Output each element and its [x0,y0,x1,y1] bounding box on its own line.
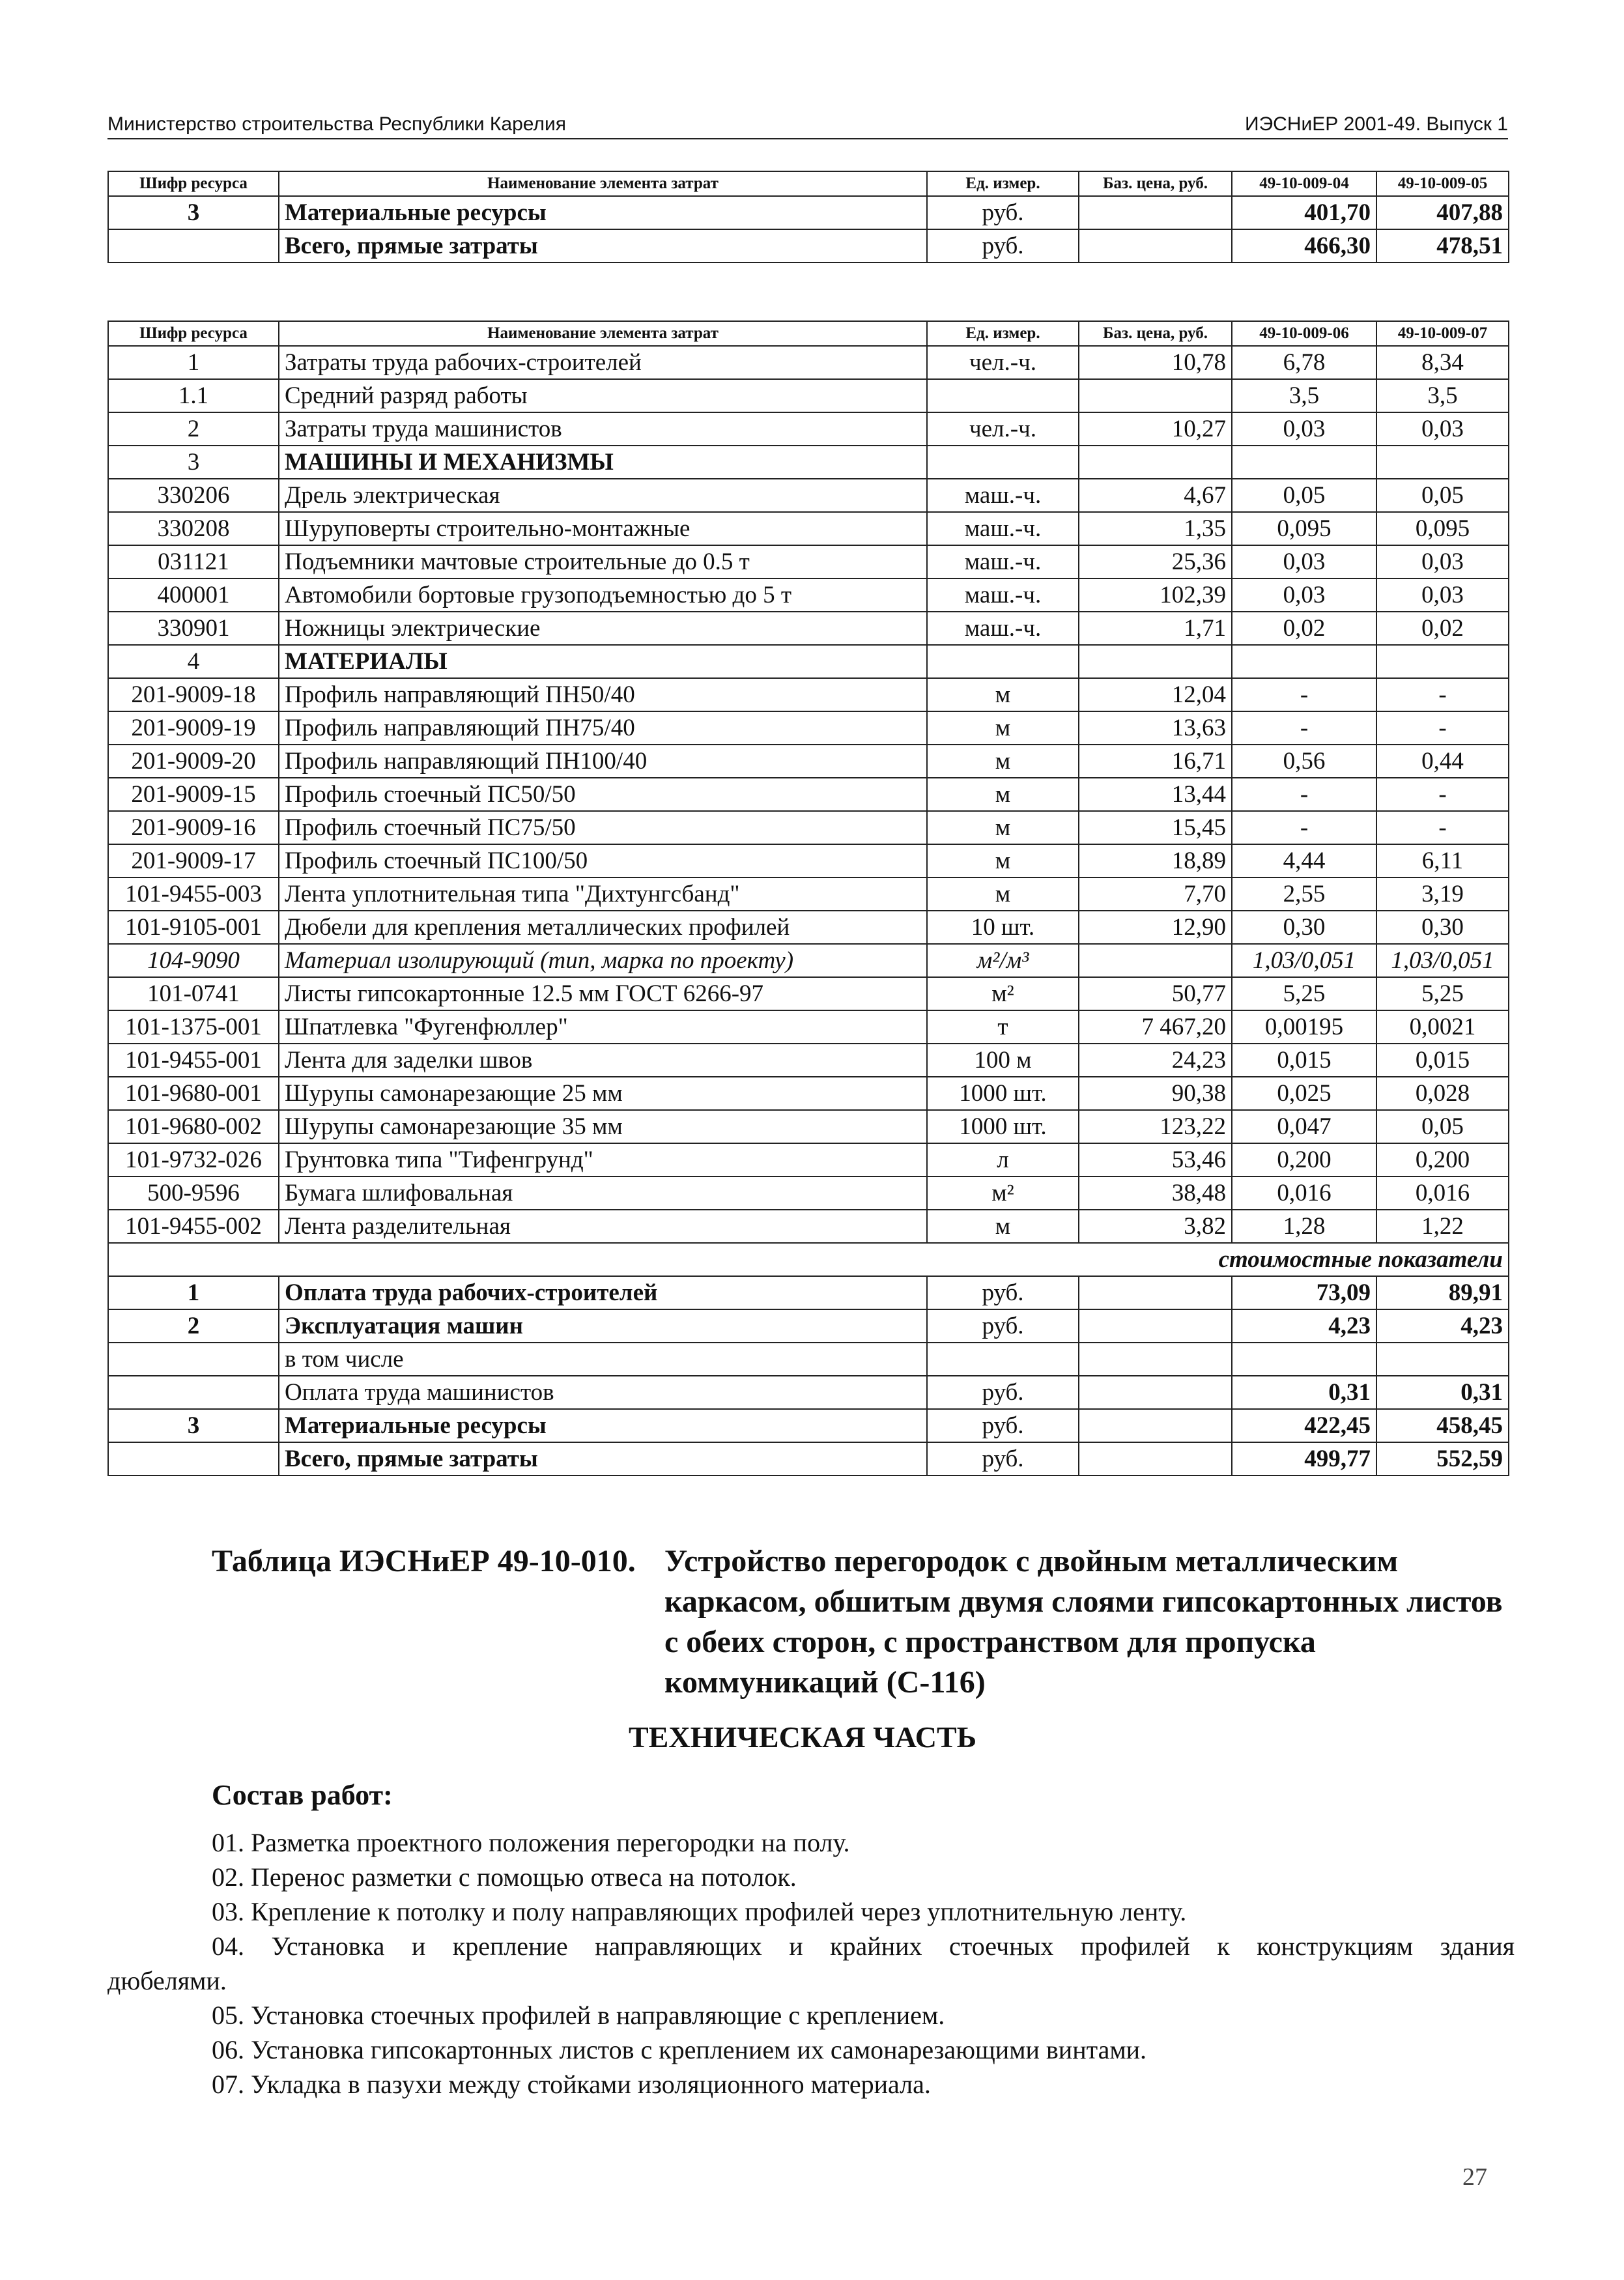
cell-base-price [1079,1409,1232,1442]
cell-code [108,229,279,263]
cell-code: 101-1375-001 [108,1010,279,1044]
cell-base-price [1079,1442,1232,1475]
cell-value-a: 0,025 [1232,1077,1376,1110]
cell-value-a: 1,28 [1232,1210,1376,1243]
cell-base-price: 12,04 [1079,678,1232,711]
cell-value-a: 5,25 [1232,977,1376,1010]
cell-code: 031121 [108,545,279,578]
cell-base-price: 50,77 [1079,977,1232,1010]
cell-unit: чел.-ч. [927,412,1079,446]
cell-value-b [1376,1343,1509,1376]
cell-code: 3 [108,1409,279,1442]
cell-base-price: 4,67 [1079,479,1232,512]
cell-name: Профиль направляющий ПН100/40 [279,745,927,778]
cell-name: Профиль стоечный ПС75/50 [279,811,927,844]
table-row [108,1077,1509,1110]
cell-value-a: 401,70 [1232,196,1376,229]
cell-name: Оплата труда рабочих-строителей [279,1276,927,1309]
cell-unit: м [927,1210,1079,1243]
cell-unit: руб. [927,196,1079,229]
cell-value-a: 0,03 [1232,545,1376,578]
cell-base-price: 7 467,20 [1079,1010,1232,1044]
table-row [108,1376,1509,1409]
work-item: 05. Установка стоечных профилей в направляющие с креплением. [212,2001,945,2030]
table-row [108,512,1509,545]
cell-value-a: 0,02 [1232,612,1376,645]
header-code: Шифр ресурса [108,171,279,196]
cost-indicators-label: стоимостные показатели [108,1243,1509,1276]
table-header-row [108,171,1509,196]
cell-base-price: 13,44 [1079,778,1232,811]
cell-unit: м [927,778,1079,811]
cell-value-b: 1,22 [1376,1210,1509,1243]
cell-name: Шпатлевка "Фугенфюллер" [279,1010,927,1044]
cell-value-a: 0,047 [1232,1110,1376,1143]
works-heading: Состав работ: [212,1779,393,1811]
cell-name: Подъемники мачтовые строительные до 0.5 т [279,545,927,578]
table-row [108,196,1509,229]
cell-value-a: 0,016 [1232,1176,1376,1210]
header-price: Баз. цена, руб. [1079,321,1232,346]
cell-unit: маш.-ч. [927,512,1079,545]
cell-code: 101-9680-002 [108,1110,279,1143]
cell-base-price [1079,446,1232,479]
header-col-b: 49-10-009-05 [1376,171,1509,196]
cell-value-b: 0,05 [1376,479,1509,512]
cost-table-009-06-07 [107,321,1509,1476]
cell-value-a: 0,00195 [1232,1010,1376,1044]
cell-value-a: 0,015 [1232,1044,1376,1077]
table-title-number: Таблица ИЭСНиЕР 49-10-010. [212,1544,636,1578]
cell-code: 2 [108,1309,279,1343]
cell-code: 201-9009-17 [108,844,279,877]
cell-code: 101-9732-026 [108,1143,279,1176]
header-col-b: 49-10-009-07 [1376,321,1509,346]
cell-unit: т [927,1010,1079,1044]
cell-value-b [1376,446,1509,479]
cell-code: 201-9009-16 [108,811,279,844]
cell-value-a: 0,05 [1232,479,1376,512]
cell-value-a: 0,03 [1232,578,1376,612]
cell-value-b: 0,31 [1376,1376,1509,1409]
cell-value-b: 458,45 [1376,1409,1509,1442]
cell-code: 330206 [108,479,279,512]
table-row [108,1442,1509,1475]
cell-unit: м [927,811,1079,844]
cell-unit: м [927,745,1079,778]
cell-base-price [1079,944,1232,977]
table-row [108,229,1509,263]
cell-value-a: 422,45 [1232,1409,1376,1442]
cell-base-price: 15,45 [1079,811,1232,844]
cell-unit [927,379,1079,412]
cell-value-a: 6,78 [1232,346,1376,379]
cell-code: 2 [108,412,279,446]
cell-value-b: 3,5 [1376,379,1509,412]
table-row [108,678,1509,711]
cell-base-price: 13,63 [1079,711,1232,745]
cell-value-b: 0,016 [1376,1176,1509,1210]
cell-unit: руб. [927,1376,1079,1409]
cell-value-a: 0,03 [1232,412,1376,446]
cell-base-price [1079,229,1232,263]
cell-value-a: - [1232,678,1376,711]
table-row [108,1176,1509,1210]
cell-unit: маш.-ч. [927,479,1079,512]
cell-name: Шурупы самонарезающие 35 мм [279,1110,927,1143]
cell-name: Автомобили бортовые грузоподъемностью до 5 т [279,578,927,612]
table-row [108,1110,1509,1143]
cell-code: 101-0741 [108,977,279,1010]
table-row [108,811,1509,844]
cell-value-b: 0,03 [1376,412,1509,446]
cell-unit: м [927,877,1079,911]
cell-name: Всего, прямые затраты [279,229,927,263]
cell-unit: 1000 шт. [927,1077,1079,1110]
cell-value-b: 5,25 [1376,977,1509,1010]
cell-code [108,1442,279,1475]
cell-value-a [1232,446,1376,479]
cell-value-a: 0,56 [1232,745,1376,778]
cell-code: 1 [108,346,279,379]
cell-unit: руб. [927,1442,1079,1475]
cell-value-b: 0,028 [1376,1077,1509,1110]
cell-unit: м² [927,1176,1079,1210]
work-item-continuation: дюбелями. [107,1966,227,1995]
cell-value-b: 0,44 [1376,745,1509,778]
table-row [108,778,1509,811]
cell-unit: 100 м [927,1044,1079,1077]
cell-unit: руб. [927,229,1079,263]
cell-value-a: 73,09 [1232,1276,1376,1309]
cell-unit: м [927,711,1079,745]
cell-code: 4 [108,645,279,678]
header-code: Шифр ресурса [108,321,279,346]
header-name: Наименование элемента затрат [279,171,927,196]
cell-name: Ножницы электрические [279,612,927,645]
cell-name: в том числе [279,1343,927,1376]
cell-name: Шуруповерты строительно-монтажные [279,512,927,545]
cell-value-b: 0,30 [1376,911,1509,944]
cell-value-b: 478,51 [1376,229,1509,263]
cell-base-price: 90,38 [1079,1077,1232,1110]
table-row [108,745,1509,778]
work-item: 07. Укладка в пазухи между стойками изоляционного материала. [212,2070,931,2099]
cell-value-b: 407,88 [1376,196,1509,229]
cell-unit: маш.-ч. [927,578,1079,612]
cell-unit: руб. [927,1409,1079,1442]
cell-value-a: - [1232,778,1376,811]
cell-base-price [1079,645,1232,678]
cell-code: 3 [108,196,279,229]
cell-name: Эксплуатация машин [279,1309,927,1343]
cell-value-b: 0,03 [1376,545,1509,578]
cell-base-price: 24,23 [1079,1044,1232,1077]
table-row [108,545,1509,578]
cell-value-a: 0,200 [1232,1143,1376,1176]
cell-unit: чел.-ч. [927,346,1079,379]
cell-name: Дрель электрическая [279,479,927,512]
table-row [108,711,1509,745]
table-row [108,645,1509,678]
work-item: 04. Установка и крепление направляющих и крайних стоечных профилей к конструкциям здания [212,1931,1515,1961]
cell-name: Шурупы самонарезающие 25 мм [279,1077,927,1110]
table-row [108,1143,1509,1176]
cell-value-a: - [1232,711,1376,745]
cell-code: 201-9009-19 [108,711,279,745]
cell-value-b: - [1376,711,1509,745]
cell-code: 330901 [108,612,279,645]
cell-name: Профиль направляющий ПН75/40 [279,711,927,745]
cell-value-b: 0,05 [1376,1110,1509,1143]
cell-value-b: 8,34 [1376,346,1509,379]
cell-base-price [1079,1343,1232,1376]
cell-code [108,1376,279,1409]
cell-name: Материальные ресурсы [279,196,927,229]
page-header [107,109,1508,139]
cell-code: 201-9009-18 [108,678,279,711]
header-name: Наименование элемента затрат [279,321,927,346]
header-document-id: ИЭСНиЕР 2001-49. Выпуск 1 [1245,113,1508,135]
table-row [108,1343,1509,1376]
cell-value-b: 0,02 [1376,612,1509,645]
header-unit: Ед. измер. [927,321,1079,346]
cell-name: Затраты труда машинистов [279,412,927,446]
cell-name: МАТЕРИАЛЫ [279,645,927,678]
cell-name: Бумага шлифовальная [279,1176,927,1210]
table-row [108,911,1509,944]
cell-value-b: 0,200 [1376,1143,1509,1176]
cell-value-a: 3,5 [1232,379,1376,412]
cell-value-b: 89,91 [1376,1276,1509,1309]
cell-base-price: 12,90 [1079,911,1232,944]
cell-name: Лента для заделки швов [279,1044,927,1077]
table-row [108,977,1509,1010]
cell-value-a: 1,03/0,051 [1232,944,1376,977]
cell-value-b: - [1376,678,1509,711]
cell-base-price: 10,78 [1079,346,1232,379]
cell-value-b: 1,03/0,051 [1376,944,1509,977]
cell-unit: м [927,844,1079,877]
cell-code: 500-9596 [108,1176,279,1210]
cell-unit: маш.-ч. [927,612,1079,645]
cell-unit: руб. [927,1309,1079,1343]
cell-unit: 10 шт. [927,911,1079,944]
table-row [108,844,1509,877]
cell-base-price [1079,379,1232,412]
cell-code: 101-9680-001 [108,1077,279,1110]
cell-base-price: 16,71 [1079,745,1232,778]
cell-base-price: 102,39 [1079,578,1232,612]
work-item: 03. Крепление к потолку и полу направляющих профилей через уплотнительную ленту. [212,1897,1187,1926]
cell-code [108,1343,279,1376]
cell-name: Затраты труда рабочих-строителей [279,346,927,379]
cell-code: 101-9455-002 [108,1210,279,1243]
cell-base-price: 123,22 [1079,1110,1232,1143]
cell-unit: л [927,1143,1079,1176]
cell-name: Грунтовка типа "Тифенгрунд" [279,1143,927,1176]
cell-code: 201-9009-20 [108,745,279,778]
cell-value-b [1376,645,1509,678]
cell-value-b: 0,03 [1376,578,1509,612]
technical-part-heading: ТЕХНИЧЕСКАЯ ЧАСТЬ [629,1720,977,1754]
cell-value-b: 6,11 [1376,844,1509,877]
table-row [108,1210,1509,1243]
cell-base-price: 7,70 [1079,877,1232,911]
table-row [108,1276,1509,1309]
cell-code: 1 [108,1276,279,1309]
cell-base-price: 38,48 [1079,1176,1232,1210]
cell-code: 1.1 [108,379,279,412]
table-title-text: Устройство перегородок с двойным металлическим каркасом, обшитым двумя слоями гипсокартонных листов с обеих сторон, с пространством для пропуска коммуникаций (С-116) [664,1544,1503,1700]
header-col-a: 49-10-009-06 [1232,321,1376,346]
cell-value-b: 3,19 [1376,877,1509,911]
cell-base-price [1079,1276,1232,1309]
cell-unit: м²/м³ [927,944,1079,977]
cell-name: Материал изолирующий (тип, марка по проекту) [279,944,927,977]
cell-name: Листы гипсокартонные 12.5 мм ГОСТ 6266-97 [279,977,927,1010]
cell-value-a: 499,77 [1232,1442,1376,1475]
cell-base-price: 1,35 [1079,512,1232,545]
table-row [108,446,1509,479]
cell-base-price: 25,36 [1079,545,1232,578]
cell-value-a: 4,23 [1232,1309,1376,1343]
cell-code: 201-9009-15 [108,778,279,811]
cell-name: Профиль стоечный ПС50/50 [279,778,927,811]
cell-value-b: 552,59 [1376,1442,1509,1475]
table-row [108,1044,1509,1077]
cell-name: Лента разделительная [279,1210,927,1243]
cell-unit: м² [927,977,1079,1010]
work-item: 02. Перенос разметки с помощью отвеса на потолок. [212,1862,797,1892]
cell-value-b: 0,095 [1376,512,1509,545]
cell-value-a: 0,31 [1232,1376,1376,1409]
cell-value-a: 0,30 [1232,911,1376,944]
cell-value-b: 0,0021 [1376,1010,1509,1044]
cell-base-price [1079,1376,1232,1409]
cell-code: 3 [108,446,279,479]
cell-name: Всего, прямые затраты [279,1442,927,1475]
cell-unit: м [927,678,1079,711]
header-price: Баз. цена, руб. [1079,171,1232,196]
cost-table-009-04-05 [107,171,1509,263]
table-header-row [108,321,1509,346]
cell-base-price [1079,196,1232,229]
cell-code: 330208 [108,512,279,545]
header-col-a: 49-10-009-04 [1232,171,1376,196]
table-row [108,1309,1509,1343]
cell-name: Средний разряд работы [279,379,927,412]
table-row [108,944,1509,977]
cell-base-price: 1,71 [1079,612,1232,645]
cost-indicators-header-row [108,1243,1509,1276]
cell-name: МАШИНЫ И МЕХАНИЗМЫ [279,446,927,479]
table-row [108,346,1509,379]
cell-value-a: 466,30 [1232,229,1376,263]
cell-value-a [1232,645,1376,678]
cell-code: 101-9455-003 [108,877,279,911]
cell-unit [927,1343,1079,1376]
cell-value-a: 2,55 [1232,877,1376,911]
cell-base-price: 3,82 [1079,1210,1232,1243]
cell-value-a: - [1232,811,1376,844]
cell-value-a: 4,44 [1232,844,1376,877]
table-row [108,877,1509,911]
cell-name: Материальные ресурсы [279,1409,927,1442]
table-row [108,578,1509,612]
cell-code: 400001 [108,578,279,612]
cell-value-a: 0,095 [1232,512,1376,545]
cell-unit [927,446,1079,479]
cell-value-b: - [1376,778,1509,811]
table-row [108,479,1509,512]
cell-unit: руб. [927,1276,1079,1309]
table-row [108,612,1509,645]
header-ministry: Министерство строительства Республики Карелия [107,113,566,135]
cell-code: 101-9105-001 [108,911,279,944]
cell-name: Профиль направляющий ПН50/40 [279,678,927,711]
cell-value-b: - [1376,811,1509,844]
table-row [108,1010,1509,1044]
table-row [108,379,1509,412]
header-unit: Ед. измер. [927,171,1079,196]
table-row [108,412,1509,446]
cell-code: 104-9090 [108,944,279,977]
table-row [108,1409,1509,1442]
cell-name: Дюбели для крепления металлических профилей [279,911,927,944]
cell-unit [927,645,1079,678]
cell-name: Оплата труда машинистов [279,1376,927,1409]
work-item: 01. Разметка проектного положения перегородки на полу. [212,1828,850,1857]
page-number: 27 [1462,2163,1487,2191]
cell-base-price: 10,27 [1079,412,1232,446]
cell-value-a [1232,1343,1376,1376]
cell-name: Лента уплотнительная типа "Дихтунгсбанд" [279,877,927,911]
cell-base-price [1079,1309,1232,1343]
cell-unit: маш.-ч. [927,545,1079,578]
cell-base-price: 53,46 [1079,1143,1232,1176]
cell-code: 101-9455-001 [108,1044,279,1077]
cell-value-b: 0,015 [1376,1044,1509,1077]
cell-unit: 1000 шт. [927,1110,1079,1143]
work-item: 06. Установка гипсокартонных листов с креплением их самонарезающими винтами. [212,2035,1147,2064]
cell-base-price: 18,89 [1079,844,1232,877]
cell-value-b: 4,23 [1376,1309,1509,1343]
cell-name: Профиль стоечный ПС100/50 [279,844,927,877]
